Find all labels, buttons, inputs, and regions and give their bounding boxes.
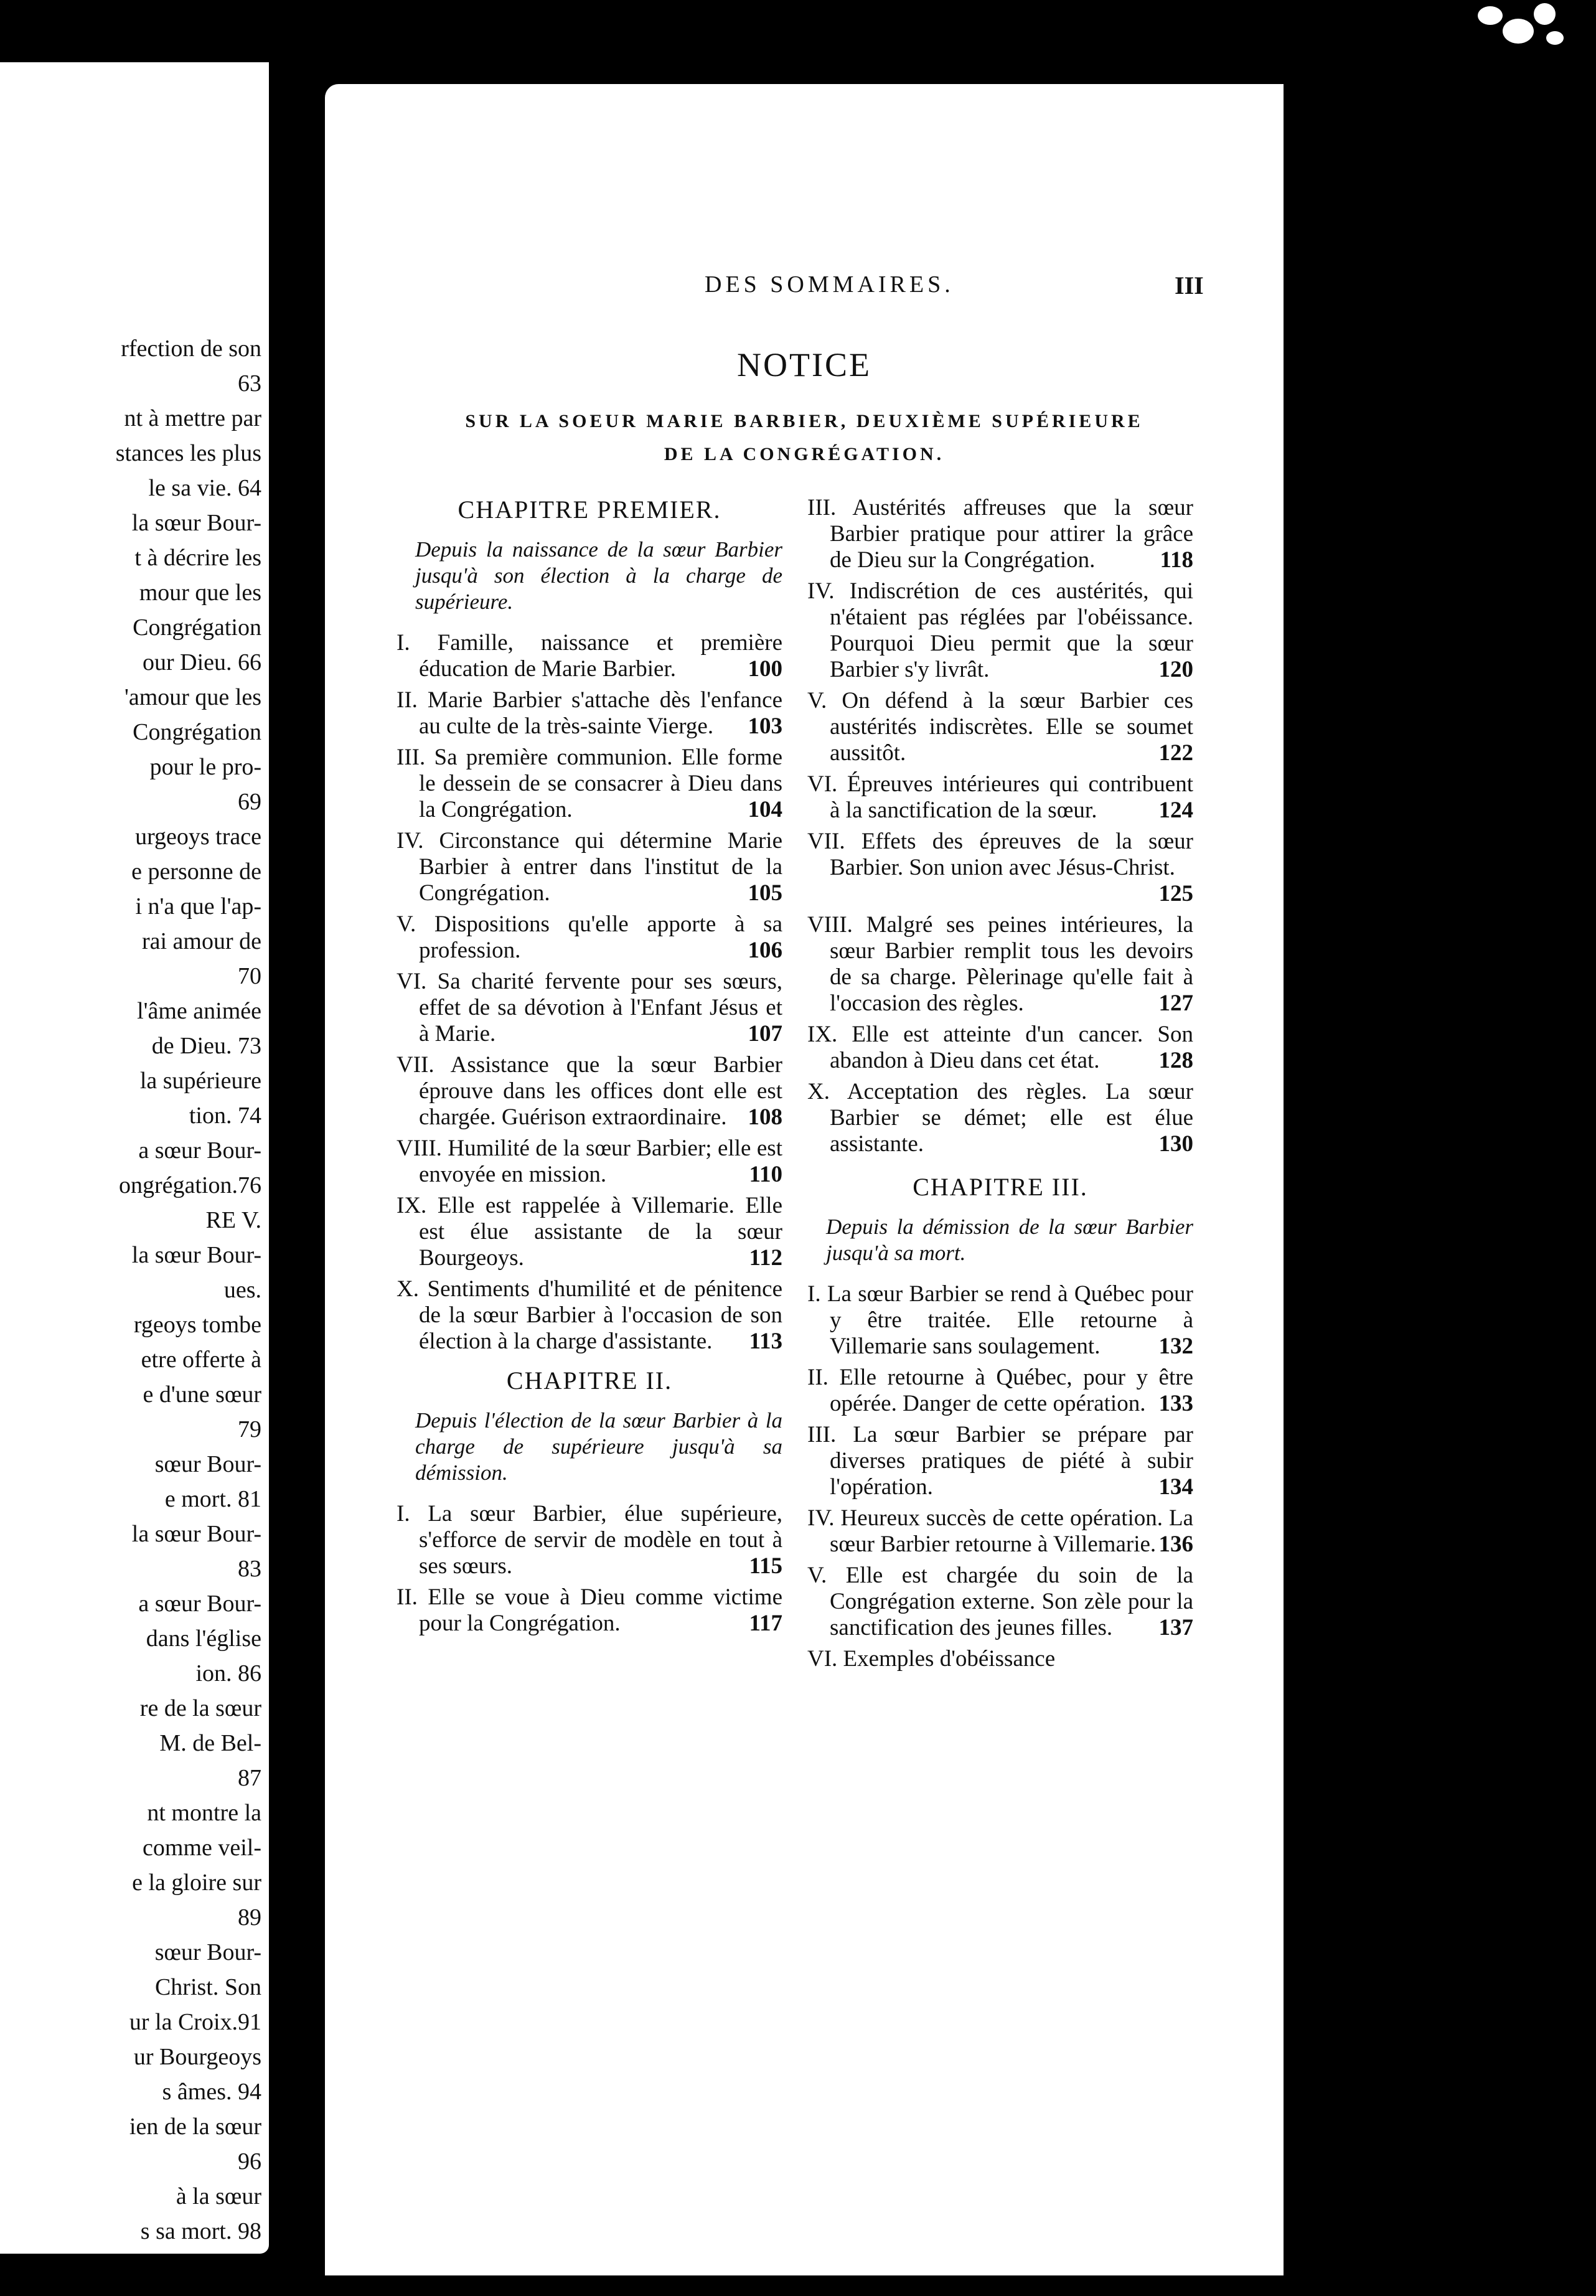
left-page-line: la sœur Bour- (131, 1242, 261, 1268)
running-header-title: DES SOMMAIRES. (705, 271, 954, 298)
toc-entry-text: IX. Elle est rappelée à Villemarie. Elle est élue assistante de la sœur Bourgeoys. (397, 1193, 782, 1271)
toc-entry (397, 1584, 782, 1637)
left-page-line: 70 (238, 963, 261, 989)
toc-entry-page: 133 (1158, 1391, 1193, 1416)
toc-entry (397, 969, 782, 1047)
toc-entry-page: 124 (1158, 797, 1193, 823)
left-page-line: tion. 74 (189, 1103, 261, 1129)
toc-entry-text: VII. Assistance que la sœur Barbier éprouve dans les offices dont elle est chargée. Guérison extraordinaire. (397, 1052, 782, 1130)
toc-entry-text: IX. Elle est atteinte d'un cancer. Son abandon à Dieu dans cet état. (807, 1022, 1193, 1073)
toc-entry-text: VI. Exemples d'obéissance (807, 1646, 1056, 1672)
toc-entry-page: 118 (1160, 547, 1193, 573)
chapter-entries (397, 1501, 782, 1637)
left-page-line: Congrégation (133, 614, 261, 641)
left-page-line: rai amour de (141, 928, 261, 954)
left-page-line: dans l'église (146, 1626, 261, 1652)
toc-entry (397, 1136, 782, 1188)
left-page-line: t à décrire les (134, 545, 261, 571)
column-left (397, 495, 782, 1642)
left-page-line: etre offerte à (141, 1347, 261, 1373)
chapter-description: Depuis l'élection de la sœur Barbier à la charge de supérieure jusqu'à sa démission. (415, 1408, 782, 1485)
left-page-line: 79 (238, 1416, 261, 1442)
toc-entry-text: II. Marie Barbier s'attache dès l'enfance au culte de la très-sainte Vierge. (397, 687, 782, 739)
toc-entry-page: 100 (748, 656, 782, 682)
toc-entry-page: 137 (1158, 1615, 1193, 1640)
toc-entry (807, 1281, 1193, 1360)
left-page-line: 'amour que les (124, 684, 261, 710)
toc-entry-text: III. Sa première communion. Elle forme le dessein de se consacrer à Dieu dans la Congrégation. (397, 745, 782, 822)
left-page-line: rfection de son (121, 336, 261, 362)
toc-entry-text: V. On défend à la sœur Barbier ces austérités indiscrètes. Elle se soumet aussitôt. (807, 688, 1193, 766)
toc-entry-text: III. La sœur Barbier se prépare par diverses pratiques de piété à subir l'opération. (807, 1422, 1193, 1500)
toc-entry (807, 1079, 1193, 1157)
chapter-entries (807, 495, 1193, 1157)
page-number: III (1175, 271, 1204, 299)
left-page-line: a sœur Bour- (138, 1591, 261, 1617)
toc-entry-page: 125 (1158, 881, 1193, 906)
toc-entry-page: 104 (748, 797, 782, 822)
notice-title: NOTICE (737, 346, 871, 383)
toc-entry (807, 578, 1193, 683)
toc-entry (807, 1022, 1193, 1074)
left-page-line: sœur Bour- (154, 1939, 261, 1965)
left-page-line: à la sœur (176, 2183, 261, 2209)
paper-stain (1465, 0, 1571, 56)
left-page-line: M. de Bel- (159, 1730, 261, 1756)
left-page-line: 96 (238, 2148, 261, 2175)
toc-entry (807, 1422, 1193, 1500)
toc-entry-text: III. Austérités affreuses que la sœur Barbier pratique pour attirer la grâce de Dieu sur la Congrégation. (807, 495, 1193, 573)
toc-entry-text: V. Dispositions qu'elle apporte à sa profession. (397, 911, 782, 963)
left-page-line: nt à mettre par (124, 405, 261, 431)
chapter-description: Depuis la naissance de la sœur Barbier jusqu'à son élection à la charge de supérieure. (415, 537, 782, 614)
left-page-line: ongrégation.76 (118, 1172, 261, 1198)
toc-entry-page: 106 (748, 938, 782, 963)
toc-entry-page: 103 (748, 713, 782, 739)
toc-entry-text: VIII. Humilité de la sœur Barbier; elle est envoyée en mission. (397, 1136, 782, 1187)
toc-entry (397, 911, 782, 964)
toc-entry-text: VI. Épreuves intérieures qui contribuent à la sanctification de la sœur. (807, 771, 1193, 823)
toc-entry-text: X. Sentiments d'humilité et de pénitence de la sœur Barbier à l'occasion de son élection à la charge d'assistante. (397, 1276, 782, 1354)
toc-entry (807, 1365, 1193, 1417)
left-page-line: mour que les (139, 580, 261, 606)
toc-entry-text: IV. Circonstance qui détermine Marie Barbier à entrer dans l'institut de la Congrégation. (397, 828, 782, 906)
toc-entry (397, 1193, 782, 1271)
toc-entry-page: 136 (1158, 1531, 1193, 1557)
toc-entry (397, 745, 782, 823)
toc-entry-page: 122 (1158, 740, 1193, 766)
left-page-line: re de la sœur (139, 1695, 261, 1721)
left-page-line: ion. 86 (195, 1660, 261, 1687)
left-page-line: 69 (238, 789, 261, 815)
left-page-line: la sœur Bour- (131, 1521, 261, 1547)
toc-entry-text: I. Famille, naissance et première éducation de Marie Barbier. (397, 630, 782, 682)
left-page-line: a sœur Bour- (138, 1137, 261, 1164)
running-header (325, 271, 1284, 308)
left-page-line: e mort. 81 (164, 1486, 261, 1512)
left-page-line: ien de la sœur (129, 2114, 261, 2140)
toc-entry (397, 1052, 782, 1131)
toc-entry (807, 1563, 1193, 1641)
left-page-line: i n'a que l'ap- (135, 893, 261, 920)
toc-entry-page: 105 (748, 880, 782, 906)
toc-entry-page: 117 (749, 1611, 782, 1636)
left-page-line: comme veil- (143, 1835, 261, 1861)
book-gutter (269, 0, 325, 2296)
chapter-entries (807, 1281, 1193, 1672)
toc-entry-text: II. Elle se voue à Dieu comme victime pour la Congrégation. (397, 1584, 782, 1636)
left-page-line: e la gloire sur (132, 1870, 261, 1896)
toc-entry-page: 112 (749, 1245, 782, 1271)
chapter-title: CHAPITRE III. (913, 1173, 1088, 1201)
toc-entry-text: V. Elle est chargée du soin de la Congrégation externe. Son zèle pour la sanctification des jeunes filles. (807, 1563, 1193, 1640)
chapter-entries (397, 630, 782, 1355)
toc-entry (807, 688, 1193, 766)
left-page-line: e d'une sœur (143, 1381, 261, 1408)
left-page-line: rgeoys tombe (133, 1312, 261, 1338)
left-page-line: Congrégation (133, 719, 261, 745)
left-page-line: la sœur Bour- (131, 510, 261, 536)
chapter-title: CHAPITRE PREMIER. (458, 496, 721, 524)
left-page-line: pour le pro- (149, 754, 261, 780)
toc-entry (397, 630, 782, 682)
column-right (807, 495, 1193, 1677)
left-page-line: our Dieu. 66 (142, 649, 261, 675)
left-page-line: la supérieure (139, 1068, 261, 1094)
left-page-line: s âmes. 94 (162, 2079, 261, 2105)
left-page-line: le sa vie. 64 (148, 475, 261, 501)
toc-entry-page: 128 (1158, 1048, 1193, 1073)
notice-subtitle-line1: SUR LA SOEUR MARIE BARBIER, DEUXIÈME SUPÉRIEURE (465, 411, 1143, 431)
left-page-line: s sa mort. 98 (140, 2218, 261, 2244)
toc-entry-text: I. La sœur Barbier, élue supérieure, s'efforce de servir de modèle en tout à ses sœurs. (397, 1501, 782, 1579)
left-page-line: 89 (238, 1904, 261, 1931)
left-page-line: Christ. Son (154, 1974, 261, 2000)
toc-entry-text: II. Elle retourne à Québec, pour y être opérée. Danger de cette opération. (807, 1365, 1193, 1416)
left-page-line: de Dieu. 73 (151, 1033, 261, 1059)
toc-entry-text: IV. Indiscrétion de ces austérités, qui n'étaient pas réglées par l'obéissance. Pourquoi Dieu permit que la sœur Barbier s'y livrât. (807, 578, 1193, 682)
toc-entry-page: 115 (749, 1553, 782, 1579)
toc-entry-text: VIII. Malgré ses peines intérieures, la sœur Barbier remplit tous les devoirs de sa charge. Pèlerinage qu'elle fait à l'occasion des règles. (807, 912, 1193, 1016)
toc-entry (397, 1501, 782, 1579)
chapter-title: CHAPITRE II. (506, 1367, 673, 1395)
notice-subtitle-line2: DE LA CONGRÉGATION. (664, 444, 945, 464)
left-page-line: nt montre la (147, 1800, 261, 1826)
toc-entry-page: 134 (1158, 1474, 1193, 1500)
left-page-line: 83 (238, 1556, 261, 1582)
toc-entry-page: 110 (749, 1162, 782, 1187)
toc-entry (807, 771, 1193, 824)
toc-entry-page: 127 (1158, 990, 1193, 1016)
toc-entry-page: 132 (1158, 1334, 1193, 1359)
toc-entry-text: VII. Effets des épreuves de la sœur Barbier. Son union avec Jésus-Christ. (807, 829, 1193, 880)
left-page-line: 87 (238, 1765, 261, 1791)
toc-entry (397, 828, 782, 906)
right-page (325, 84, 1284, 2275)
left-page-line: ur la Croix.91 (129, 2009, 261, 2035)
left-page-line: l'âme animée (137, 998, 261, 1024)
left-page-line: stances les plus (115, 440, 261, 466)
toc-entry (807, 912, 1193, 1017)
left-page-line: ur Bourgeoys (133, 2044, 261, 2070)
toc-entry-text: X. Acceptation des règles. La sœur Barbier se démet; elle est élue assistante. (807, 1079, 1193, 1157)
left-page-line: 63 (238, 370, 261, 397)
toc-entry (807, 1646, 1193, 1672)
toc-entry (397, 1276, 782, 1355)
toc-entry-page: 107 (748, 1021, 782, 1047)
toc-entry-page: 113 (749, 1329, 782, 1354)
toc-entry-page: 108 (748, 1104, 782, 1130)
toc-entry-page: 120 (1158, 657, 1193, 682)
left-page-line: sœur Bour- (154, 1451, 261, 1477)
toc-entry-text: IV. Heureux succès de cette opération. La sœur Barbier retourne à Villemarie. (807, 1505, 1193, 1557)
toc-entry (807, 495, 1193, 573)
toc-entry (397, 687, 782, 740)
left-page-line: RE V. (205, 1207, 261, 1233)
toc-entry-page: 130 (1158, 1131, 1193, 1157)
toc-entry-text: VI. Sa charité fervente pour ses sœurs, effet de sa dévotion à l'Enfant Jésus et à Marie. (397, 969, 782, 1047)
toc-entry-text: I. La sœur Barbier se rend à Québec pour y être traitée. Elle retourne à Villemarie sans soulagement. (807, 1281, 1193, 1359)
left-page-line: e personne de (131, 859, 261, 885)
left-page-line: urgeoys trace (135, 824, 261, 850)
toc-entry (807, 829, 1193, 907)
chapter-description: Depuis la démission de la sœur Barbier jusqu'à sa mort. (826, 1215, 1193, 1265)
left-page (0, 62, 269, 2254)
left-page-line: ues. (223, 1277, 261, 1303)
toc-entry (807, 1505, 1193, 1558)
